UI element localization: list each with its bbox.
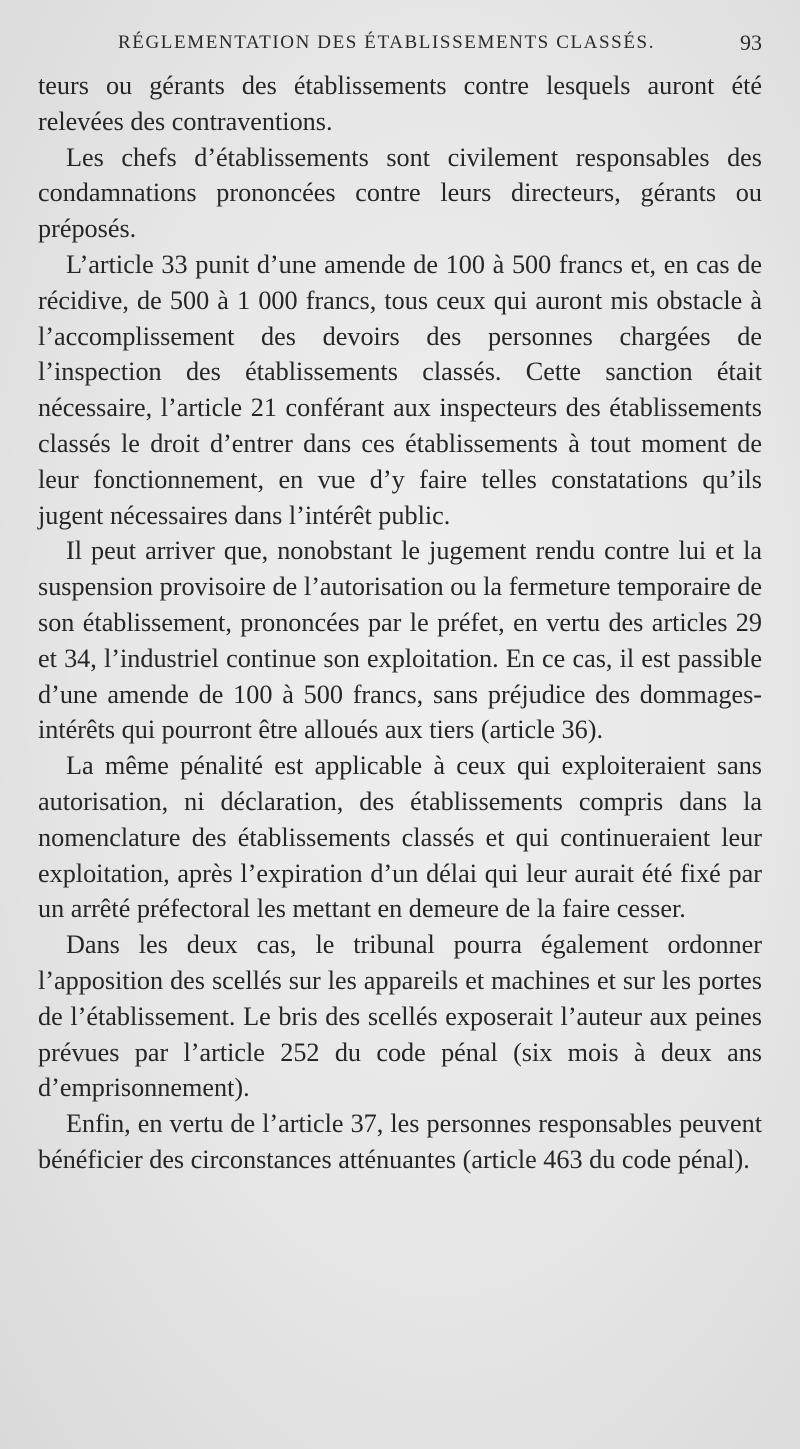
paragraph: L’article 33 punit d’une amende de 100 à 500 francs et, en cas de récidive, de 500 à 1 000 francs, tous ceux qui auront mis obstacle à l’accomplissement des devoirs des personnes chargées de l’inspection des établissements classés. Cette sanction était nécessaire, l’article 21 conférant aux inspecteurs des établissements classés le droit d’entrer dans ces établissements à tout moment de leur fonctionnement, en vue d’y faire telles constatations qu’ils jugent nécessaires dans l’intérêt public. <box>38 249 762 530</box>
paragraph-continued: teurs ou gérants des établissements contre lesquels auront été relevées des contraventions. <box>38 71 762 136</box>
paragraph: Enfin, en vertu de l’article 37, les personnes responsables peuvent bénéficier des circonstances atténuantes (article 463 du code pénal). <box>38 1109 762 1174</box>
paragraph: Dans les deux cas, le tribunal pourra également ordonner l’apposition des scellés sur les appareils et machines et sur les portes de l’établissement. Le bris des scellés exposerait l’auteur aux peines prévues par l’article 252 du code pénal (six mois à deux ans d’emprisonnement). <box>38 930 762 1103</box>
body-text <box>38 68 762 1178</box>
paragraph: La même pénalité est applicable à ceux qui exploiteraient sans autorisation, ni déclaration, des établissements compris dans la nomenclature des établissements classés et qui continueraient leur exploitation, après l’expiration d’un délai qui leur aurait été fixé par un arrêté préfectoral les mettant en demeure de la faire cesser. <box>38 751 762 924</box>
paragraph: Les chefs d’établissements sont civilement responsables des condamnations prononcées contre leurs directeurs, gérants ou préposés. <box>38 142 762 244</box>
running-head-title: RÉGLEMENTATION DES ÉTABLISSEMENTS CLASSÉS. <box>118 32 656 53</box>
paragraph: Il peut arriver que, nonobstant le jugement rendu contre lui et la suspension provisoire de l’autorisation ou la fermeture temporaire de son établissement, prononcées par le préfet, en vertu des articles 29 et 34, l’industriel continue son exploitation. En ce cas, il est passible d’une amende de 100 à 500 francs, sans préjudice des dommages-intérêts qui pourront être alloués aux tiers (article 36). <box>38 536 762 745</box>
page-number: 93 <box>740 30 762 55</box>
running-head <box>118 32 762 60</box>
